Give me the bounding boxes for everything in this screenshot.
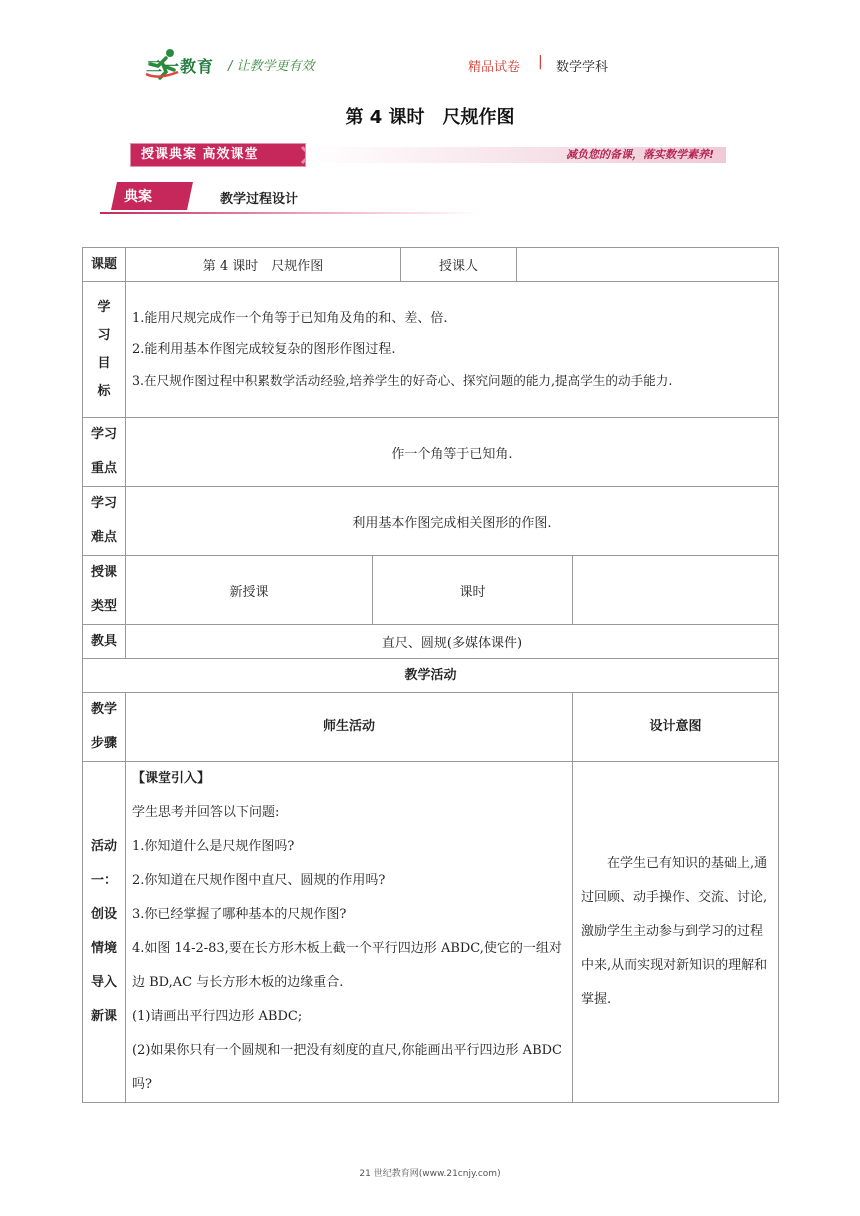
table-row <box>83 487 779 556</box>
table-row <box>83 762 779 1103</box>
activity-line: (2)如果你只有一个圆规和一把没有刻度的直尺,你能画出平行四边形 ABDC 吗? <box>132 1043 562 1092</box>
difficulty-label <box>83 487 126 556</box>
goal-item: 2.能利用基本作图完成较复杂的图形作图过程. <box>132 342 396 357</box>
teacher-label: 授课人 <box>401 248 517 282</box>
brand-label: 精品试卷 <box>468 60 521 75</box>
goals-label <box>83 282 126 418</box>
footer-source: 21 世纪教育网(www.21cnjy.com) <box>359 1169 501 1179</box>
difficulty-label-line: 难点 <box>90 530 117 545</box>
activity-label-line: 情境 <box>90 941 117 956</box>
activity-one-intent-cell <box>573 762 779 1103</box>
page-title: 第 4 课时 尺规作图 <box>345 107 515 128</box>
brand-separator: | <box>538 54 543 70</box>
activity-heading: 【课堂引入】 <box>132 771 211 786</box>
type-label-line: 类型 <box>90 599 117 614</box>
activity-line: 2.你知道在尺规作图中直尺、圆规的作用吗? <box>132 873 386 888</box>
difficulty-label-line: 学习 <box>90 496 117 511</box>
table-row <box>83 693 779 762</box>
lesson-type-value: 新授课 <box>126 556 373 625</box>
tools-value: 直尺、圆规(多媒体课件) <box>126 625 779 659</box>
steps-label-line: 教学 <box>90 702 117 717</box>
activities-header: 教学活动 <box>83 659 779 693</box>
table-row <box>83 556 779 625</box>
difficulty-value: 利用基本作图完成相关图形的作图. <box>126 487 779 556</box>
key-point-value: 作一个角等于已知角. <box>126 418 779 487</box>
section-tag <box>100 182 480 214</box>
activity-line: 学生思考并回答以下问题: <box>132 805 280 820</box>
section-underline <box>100 212 480 214</box>
activity-label-line: 导入 <box>90 975 117 990</box>
goal-item: 1.能用尺规完成作一个角等于已知角及角的和、差、倍. <box>132 311 448 326</box>
goals-label-char: 学 <box>97 299 111 315</box>
activity-label-line: 创设 <box>90 907 117 922</box>
logo-text: 二一教育 <box>146 57 215 76</box>
steps-label <box>83 693 126 762</box>
activity-label-line: 新课 <box>90 1009 117 1024</box>
table-row <box>83 418 779 487</box>
banner-right-label: 减负您的备课，落实数学素养! <box>565 148 714 161</box>
goals-label-char: 标 <box>97 383 111 399</box>
activity-line: (1)请画出平行四边形 ABDC; <box>132 1009 303 1024</box>
steps-label-line: 步骤 <box>90 736 117 751</box>
lesson-plan-table <box>82 247 779 1103</box>
topic-value: 第 4 课时 尺规作图 <box>126 248 401 282</box>
slogan: / 让教学更有效 <box>228 59 315 74</box>
hours-value <box>573 556 779 625</box>
table-row <box>83 248 779 282</box>
activity-label-line: 活动 <box>90 839 117 854</box>
teacher-student-activity-header: 师生活动 <box>126 693 573 762</box>
table-row <box>83 282 779 418</box>
lesson-type-label <box>83 556 126 625</box>
goal-item: 3.在尺规作图过程中积累数学活动经验,培养学生的好奇心、探究问题的能力,提高学生的动手能力. <box>132 373 673 388</box>
topic-label: 课题 <box>83 248 126 282</box>
design-intent-header: 设计意图 <box>573 693 779 762</box>
section-badge-label: 典案 <box>124 189 152 205</box>
section-title: 教学过程设计 <box>220 192 299 207</box>
activity-line: 1.你知道什么是尺规作图吗? <box>132 839 295 854</box>
banner-left-label: 授课典案 高效课堂 <box>130 143 306 167</box>
banner <box>130 143 726 167</box>
activity-one-label <box>83 762 126 1103</box>
activity-one-content <box>126 762 573 1103</box>
activity-line: 3.你已经掌握了哪种基本的尺规作图? <box>132 907 347 922</box>
subject-label: 数学学科 <box>556 60 609 75</box>
goals-label-char: 习 <box>97 327 111 343</box>
key-label-line: 学习 <box>90 427 117 442</box>
goals-list <box>126 282 779 418</box>
type-label-line: 授课 <box>90 565 117 580</box>
key-point-label <box>83 418 126 487</box>
table-row <box>83 625 779 659</box>
activity-line: 4.如图 14-2-83,要在长方形木板上截一个平行四边形 ABDC,使它的一组对边 BD,AC 与长方形木板的边缘重合. <box>132 941 562 990</box>
hours-label: 课时 <box>373 556 573 625</box>
teacher-value <box>517 248 779 282</box>
goals-label-char: 目 <box>97 355 111 371</box>
tools-label: 教具 <box>83 625 126 659</box>
banner-right-strip <box>306 147 726 163</box>
table-row <box>83 659 779 693</box>
activity-one-intent: 在学生已有知识的基础上,通过回顾、动手操作、交流、讨论,激励学生主动参与到学习的过程中来,从而实现对新知识的理解和掌握. <box>581 856 768 1007</box>
activity-label-line: 一： <box>90 873 117 888</box>
key-label-line: 重点 <box>90 461 117 476</box>
